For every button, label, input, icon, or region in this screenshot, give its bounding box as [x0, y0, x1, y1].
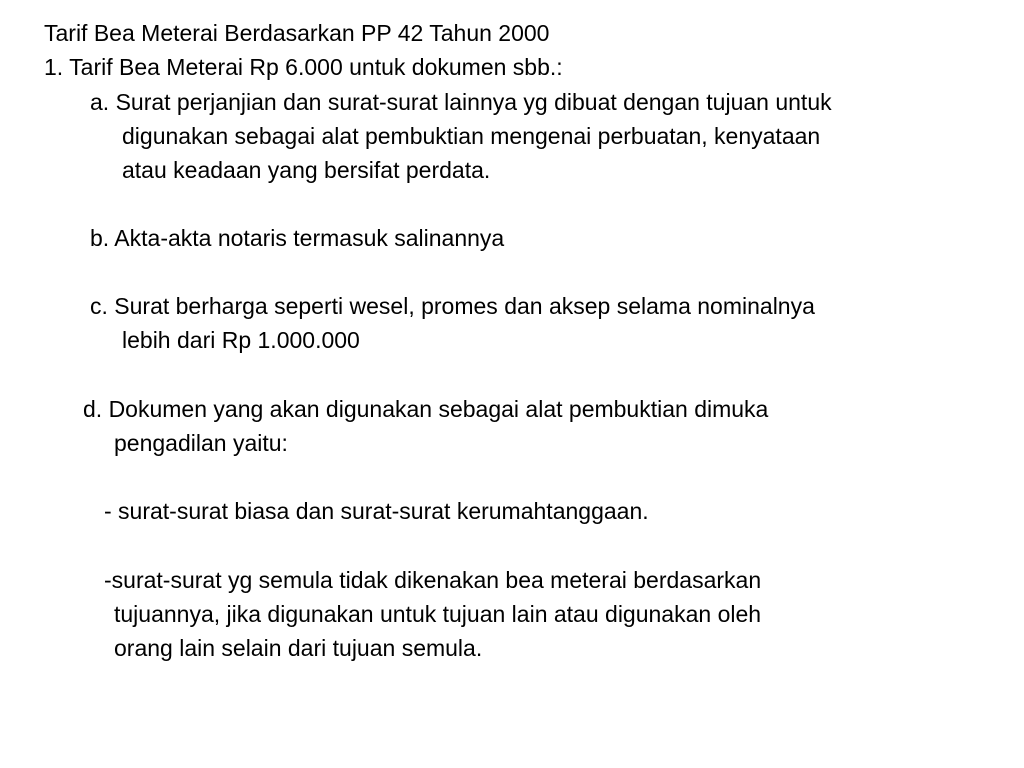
subitem-c-line-2: lebih dari Rp 1.000.000 [122, 327, 360, 353]
d-bullet-2-line-1: -surat-surat yg semula tidak dikenakan bea meterai berdasarkan [104, 567, 762, 593]
subitem-a-line-3: atau keadaan yang bersifat perdata. [122, 157, 491, 183]
subitem-d-line-1: d. Dokumen yang akan digunakan sebagai alat pembuktian dimuka [83, 396, 769, 422]
subitem-a-line-1: a. Surat perjanjian dan surat-surat lainnya yg dibuat dengan tujuan untuk [90, 89, 832, 115]
subitem-b-line-1: b. Akta-akta notaris termasuk salinannya [90, 225, 505, 251]
list-item-1: 1. Tarif Bea Meterai Rp 6.000 untuk dokumen sbb.: [44, 54, 563, 80]
d-bullet-1-line-1: - surat-surat biasa dan surat-surat kerumahtanggaan. [104, 498, 649, 524]
d-bullet-2-line-3: orang lain selain dari tujuan semula. [114, 635, 483, 661]
subitem-a-line-2: digunakan sebagai alat pembuktian mengenai perbuatan, kenyataan [122, 123, 821, 149]
subitem-c-line-1: c. Surat berharga seperti wesel, promes dan aksep selama nominalnya [90, 293, 815, 319]
slide-title: Tarif Bea Meterai Berdasarkan PP 42 Tahun 2000 [44, 20, 550, 46]
d-bullet-2-line-2: tujuannya, jika digunakan untuk tujuan lain atau digunakan oleh [114, 601, 762, 627]
subitem-d-line-2: pengadilan yaitu: [114, 430, 288, 456]
